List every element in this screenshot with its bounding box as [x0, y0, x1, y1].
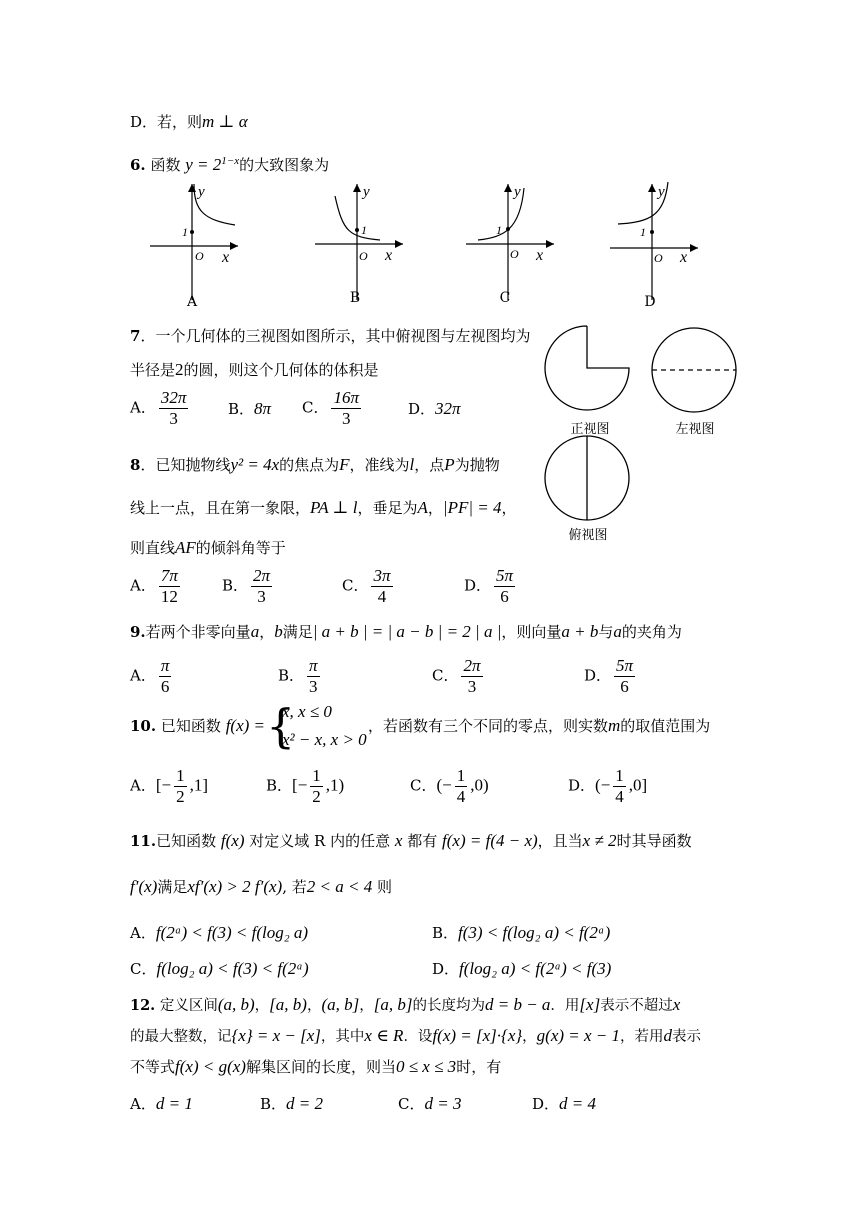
q6-stem: 6. 函数 $y = 2^{1-x}$的大致图象为 — [130, 155, 330, 174]
axis-y-label: y — [363, 184, 370, 200]
q12-line3: 不等式f(x) < g(x)解集区间的长度，则当0 ≤ x ≤ 3时，有 — [130, 1057, 502, 1076]
q11-option-a: A．f(2ᵃ) < f(3) < f(log₂ a) — [130, 923, 309, 942]
q6-graph-c — [466, 182, 556, 302]
q7-option-d: D．32π — [408, 399, 461, 418]
q12-option-d: D．d = 4 — [532, 1094, 597, 1113]
q10-case1: x, x ≤ 0 — [282, 702, 332, 721]
one-label: 1 — [361, 223, 367, 237]
q10-stem-left: 10. 已知函数 f(x) = — [130, 716, 265, 735]
q7-option-c: C． $\frac{16\pi}{3}$ — [302, 388, 360, 428]
q6-label-a: A — [186, 294, 198, 310]
q10-stem-right: ，若函数有三个不同的零点，则实数m的取值范围为 — [368, 716, 711, 735]
q10-case2: x² − x, x > 0 — [282, 730, 367, 749]
q6-label-d: D — [644, 294, 656, 310]
q8-option-c: C． $\frac{3\pi}{4}$ — [342, 566, 391, 606]
q7-line2: 半径是2的圆，则这个几何体的体积是 — [130, 360, 379, 379]
q12-option-c: C．d = 3 — [398, 1094, 462, 1113]
q10-option-a: A．[− $\frac{1}{2}$ ,1] — [130, 766, 209, 806]
axis-x-label: x — [680, 249, 688, 266]
top-view-drawing — [545, 436, 635, 526]
q10-option-d: D．(− $\frac{1}{4}$ ,0] — [568, 766, 648, 806]
origin-label: O — [654, 251, 663, 265]
origin-label: O — [195, 249, 204, 263]
origin-label: O — [510, 247, 519, 261]
axis-y-label: y — [514, 184, 521, 200]
q6-graph-d — [610, 182, 700, 302]
origin-label: O — [359, 249, 368, 263]
one-label: 1 — [496, 223, 502, 237]
q10-option-b: B．[− $\frac{1}{2}$ ,1) — [266, 766, 345, 806]
q11-option-b: B．f(3) < f(log₂ a) < f(2ᵃ) — [432, 923, 611, 942]
q6-label-b: B — [349, 290, 361, 306]
axis-y-label: y — [658, 184, 665, 200]
q12-line2: 的最大整数，记{x} = x − [x]，其中x ∈ R．设f(x) = [x]·{x}，g(x) = x − 1，若用d表示 — [130, 1026, 702, 1045]
q5-option-d: D．若，则m ⊥ α — [130, 112, 248, 131]
q8-line2: 线上一点，且在第一象限，PA ⊥ l，垂足为A，|PF| = 4， — [130, 498, 517, 517]
q6-label-c: C — [499, 290, 511, 306]
axis-y-label: y — [198, 184, 205, 200]
q11-line2: f′(x)满足xf′(x) > 2 f′(x), 若2 < a < 4 则 — [130, 877, 393, 896]
q11-option-c: C．f(log₂ a) < f(3) < f(2ᵃ) — [130, 959, 309, 978]
axis-x-label: x — [385, 247, 393, 264]
q8-option-d: D． $\frac{5\pi}{6}$ — [464, 566, 514, 606]
q9-option-d: D． $\frac{5\pi}{6}$ — [584, 656, 634, 696]
q7-line1: 7．一个几何体的三视图如图所示，其中俯视图与左视图均为 — [130, 327, 531, 345]
q10-option-c: C．(− $\frac{1}{4}$ ,0) — [410, 766, 489, 806]
q12-option-b: B．d = 2 — [260, 1094, 324, 1113]
q11-line1: 11.已知函数 f(x) 对定义域 R 内的任意 x 都有 f(x) = f(4 − x)，且当x ≠ 2时其导函数 — [130, 831, 692, 850]
q8-line3: 则直线AF的倾斜角等于 — [130, 538, 286, 557]
front-view-caption: 正视图 — [570, 422, 610, 437]
one-label: 1 — [640, 225, 646, 239]
q11-option-d: D．f(log₂ a) < f(2ᵃ) < f(3) — [432, 959, 612, 978]
front-view-drawing — [545, 326, 635, 416]
one-label: 1 — [182, 225, 188, 239]
axis-x-label: x — [536, 247, 544, 264]
left-view-drawing — [652, 328, 742, 418]
q8-option-a: A． $\frac{7\pi}{12}$ — [130, 566, 178, 606]
q6-graph-a — [150, 182, 240, 302]
axis-x-label: x — [222, 249, 230, 266]
q12-line1: 12. 定义区间(a, b)，[a, b)，(a, b]，[a, b]的长度均为d = b − a．用[x]表示不超过x — [130, 995, 681, 1014]
left-view-caption: 左视图 — [675, 422, 715, 437]
q8-option-b: B． $\frac{2\pi}{3}$ — [222, 566, 271, 606]
q7-option-a: A． $\frac{32\pi}{3}$ — [130, 388, 187, 428]
top-view-caption: 俯视图 — [568, 528, 608, 543]
q6-graph-b — [315, 182, 405, 302]
q7-option-b: B．8π — [228, 399, 272, 418]
q8-line1: 8．已知抛物线y² = 4x的焦点为F，准线为l，点P为抛物 — [130, 455, 500, 474]
q12-option-a: A．d = 1 — [130, 1094, 193, 1113]
piecewise-brace: { — [266, 699, 296, 753]
q9-option-b: B． $\frac{\pi}{3}$ — [278, 656, 318, 696]
q9-option-a: A． $\frac{\pi}{6}$ — [130, 656, 170, 696]
q9-option-c: C． $\frac{2\pi}{3}$ — [432, 656, 481, 696]
q9-stem: 9.若两个非零向量a，b满足| a + b | = | a − b | = 2 | a |，则向量a + b与a的夹角为 — [130, 622, 682, 641]
